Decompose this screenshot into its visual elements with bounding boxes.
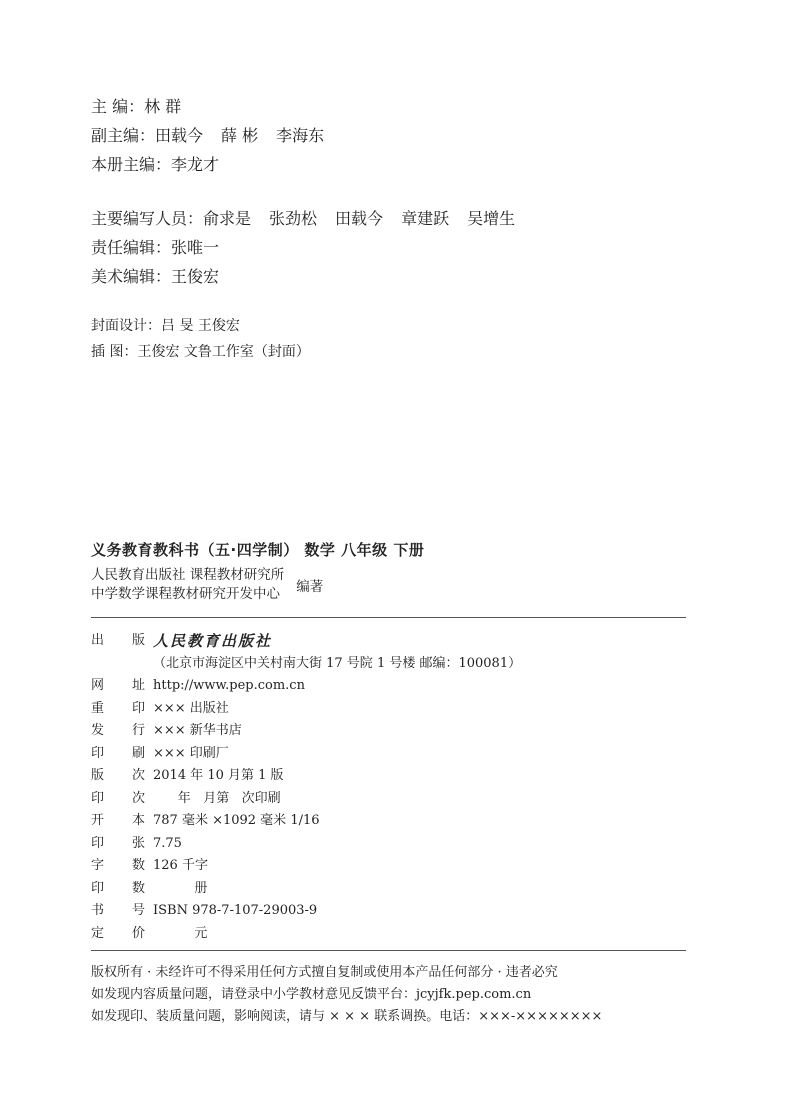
info-label: 印 刷 [91,745,145,761]
volume-editor-line [91,150,691,179]
info-value: 2014 年 10 月第 1 版 [153,768,284,783]
info-label: 字 数 [91,858,145,873]
deputy-editor-label: 副主编： [91,126,156,145]
footer-notes [91,962,711,1028]
info-row [91,855,691,878]
info-value: http://www.pep.com.cn [153,678,305,693]
responsible-editor-line [91,233,691,262]
info-value: 元 [153,925,208,941]
info-row [91,878,691,901]
edited-by: 编著 [296,579,324,595]
chief-editor-label: 主 编： [91,97,145,116]
info-label: 网 址 [91,678,145,693]
info-label: 出 版 [91,633,145,648]
main-writer-name: 田载今 [335,209,384,228]
info-row-publisher [91,630,691,653]
quality-notice: 如发现印、装质量问题，影响阅读，请与 × × × 联系调换。电话：×××-×××××××× [91,1009,603,1024]
info-row [91,900,691,923]
illustration-names: 王俊宏 文鲁工作室（封面） [137,344,310,360]
info-label: 印 数 [91,880,145,896]
info-label: 重 印 [91,700,145,716]
divider [91,617,686,618]
info-value: ××× 印刷厂 [153,745,229,761]
info-row [91,743,691,766]
art-editor-label: 美术编辑： [91,267,172,286]
illustration-line [91,339,691,365]
info-label: 定 价 [91,925,145,941]
main-writers-line [91,204,691,233]
responsible-editor-label: 责任编辑： [91,238,172,257]
book-title: 义务教育教科书（五·四学制） 数学 八年级 下册 [91,541,425,559]
info-label: 印 次 [91,790,145,806]
cover-design-label: 封面设计： [91,318,161,334]
publication-info [91,630,691,945]
cover-design-names: 吕 旻 王俊宏 [161,318,240,334]
chief-editor-line [91,92,691,121]
info-row-address [91,653,691,676]
info-label: 书 号 [91,903,145,918]
info-value: 册 [153,880,208,896]
info-label: 开 本 [91,813,145,828]
volume-editor-label: 本册主编： [91,155,172,174]
publisher-line: 中学数学课程教材研究开发中心 [91,586,280,602]
main-writer-name: 张劲松 [269,209,318,228]
publisher-address: （北京市海淀区中关村南大街 17 号院 1 号楼 邮编：100081） [153,655,522,671]
main-writer-name: 俞求是 [203,209,252,228]
book-block [91,540,691,604]
info-row [91,810,691,833]
info-label: 发 行 [91,723,145,738]
main-writers-label: 主要编写人员： [91,209,204,228]
info-row [91,675,691,698]
art-editor-line [91,262,691,291]
art-editor-name: 王俊宏 [171,267,220,286]
info-value: ××× 出版社 [153,700,229,716]
info-row [91,698,691,721]
info-label: 印 张 [91,835,145,851]
main-writer-name: 吴增生 [467,209,516,228]
info-row [91,833,691,856]
responsible-editor-name: 张唯一 [171,238,220,257]
deputy-editor-name: 田载今 [155,126,204,145]
deputy-editor-name: 李海东 [276,126,325,145]
divider [91,950,686,951]
publisher-logo: 人民教育出版社 [153,632,273,650]
illustration-label: 插 图： [91,344,138,360]
info-row [91,765,691,788]
publisher-line: 人民教育出版社 课程教材研究所 [91,567,285,583]
chief-editor-name: 林 群 [144,97,182,116]
deputy-editor-line [91,121,691,150]
publishers [91,566,691,604]
copyright-notice: 版权所有 · 未经许可不得采用任何方式擅自复制或使用本产品任何部分 · 违者必究 [91,965,558,980]
info-value: 年 月第 次印刷 [153,790,281,806]
info-value: ISBN 978-7-107-29003-9 [153,903,318,918]
main-writer-name: 章建跃 [401,209,450,228]
deputy-editor-name: 薛 彬 [221,126,259,145]
cover-design-line [91,313,691,339]
info-value: 7.75 [153,835,182,851]
info-value: 787 毫米 ×1092 毫米 1/16 [153,813,320,828]
info-value: ××× 新华书店 [153,723,242,738]
info-value: 126 千字 [153,858,208,873]
credits-block [91,92,691,365]
info-row [91,923,691,946]
volume-editor-name: 李龙才 [171,155,220,174]
info-row [91,720,691,743]
feedback-notice: 如发现内容质量问题，请登录中小学教材意见反馈平台：jcyjfk.pep.com.cn [91,987,532,1002]
info-row [91,788,691,811]
info-label: 版 次 [91,768,145,783]
